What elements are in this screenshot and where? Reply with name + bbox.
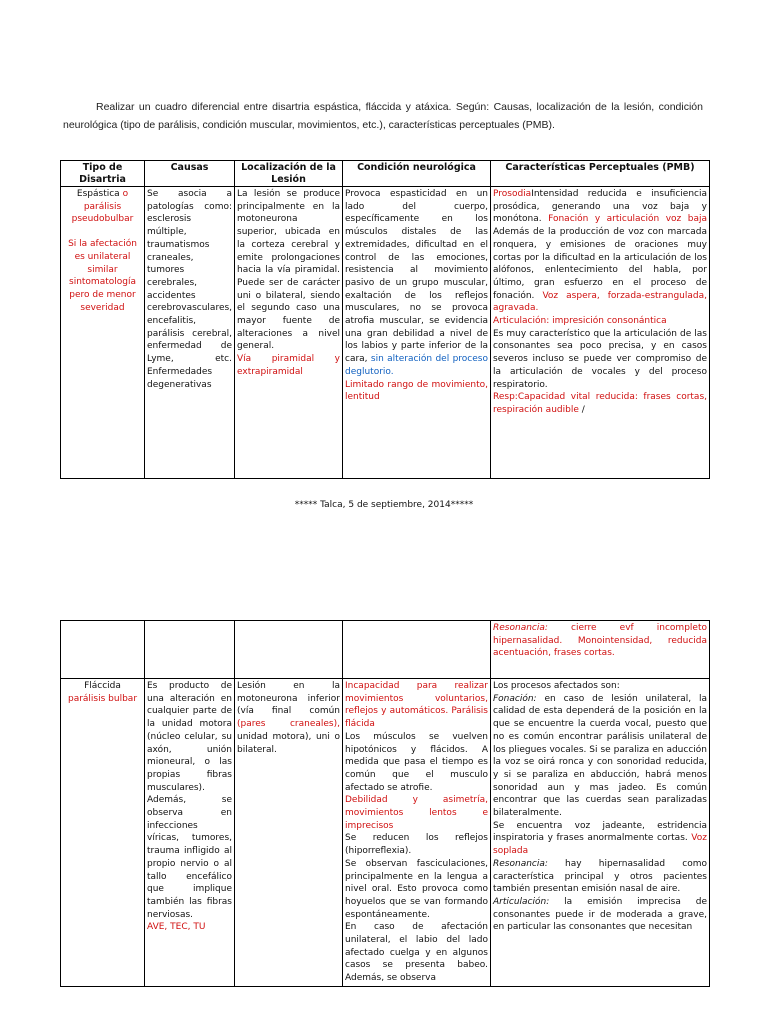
condicion-highlight-1: Incapacidad para realizar movimientos voluntarios, reflejos y automáticos. Parálisis flácida <box>345 681 488 730</box>
type-alt-name: parálisis pseudobulbar <box>71 201 134 225</box>
localizacion-highlight: (pares craneales), <box>237 719 340 730</box>
condicion-text-b: Se reducen los reflejos (hiporreflexia). <box>345 833 488 857</box>
differential-table <box>60 160 710 479</box>
cell-tipo-flaccida <box>61 679 145 987</box>
causas-highlight: AVE, TEC, TU <box>147 922 206 933</box>
pmb-fon-label: Fonación: <box>493 693 537 704</box>
cell-empty <box>235 621 343 679</box>
cell-pmb-resonancia <box>491 621 710 679</box>
cell-empty <box>61 621 145 679</box>
page-footer: ***** Talca, 5 de septiembre, 2014***** <box>294 500 474 510</box>
header-caracteristicas: Características Perceptuales (PMB) <box>491 161 710 187</box>
pmb-fonacion: Además de la producción de voz con marcada ronquera, y emisiones de oraciones muy cortas por la dificultad en la articulación de los alófonos, enlentecimiento del habla, por último, gran esfuerzo en el proceso de fonación. <box>493 227 707 301</box>
condicion-highlight: Limitado rango de movimiento, lentitud <box>345 379 488 403</box>
differential-table-continued <box>60 620 710 987</box>
cell-localizacion-espastica <box>235 187 343 479</box>
resonancia-text: cierre evf incompleto hipernasalidad. Monointensidad, reducida acentuación, frases cortas. <box>493 623 707 659</box>
pmb-resp: Resp:Capacidad vital reducida: frases cortas, respiración audible <box>493 392 707 415</box>
localizacion-text: La lesión se produce principalmente en la motoneurona superior, ubicada en la corteza cerebral y emite prolongaciones hacia la vía piramidal. Puede ser de carácter uni o bilateral, siendo el segundo caso una mayor fuente de alteraciones a nivel general. <box>237 189 340 352</box>
pmb-jadeante: Se encuentra voz jadeante, estridencia inspiratoria y frases anormalmente cortas. <box>493 820 707 844</box>
resonancia-label: Resonancia: <box>493 623 548 633</box>
condicion-text-c: Se observan fasciculaciones, principalmente en la lengua a nivel oral. Esto provoca como hoyuelos que se van formando espontáneamente. <box>345 858 488 920</box>
pmb-art: la emisión imprecisa de consonantes puede ir de moderada a grave, en particular las consonantes que necesitan <box>493 896 707 933</box>
pmb-soplada: Voz soplada <box>493 833 707 857</box>
pmb-res-label: Resonancia: <box>493 858 548 869</box>
condicion-text-d: En caso de afectación unilateral, el labio del lado afectado cuelga y en algunos casos se presenta babeo. Además, se observa <box>345 922 488 984</box>
type-name-conj: o <box>119 189 129 199</box>
header-tipo: Tipo de Disartria <box>61 161 145 187</box>
localizacion-text-b: unidad motora), uni o bilateral. <box>237 731 340 755</box>
pmb-artic: impresición consonántica <box>552 316 667 327</box>
pmb-prosodia: Intensidad reducida e insuficiencia prosódica, generando una voz baja y monótona. <box>493 189 707 225</box>
pmb-artic-label: Articulación: <box>493 316 550 327</box>
condicion-text: Provoca espasticidad en un lado del cuerpo, específicamente en los músculos distales de las extremidades, dificultad en el control de las emociones, resistencia al movimiento pasivo de un grupo muscular, exaltación de los reflejos musculares, no se provoca atrofia muscular, se evidencia una gran debilidad a nivel de los labios y parte inferior de la cara, <box>345 189 488 365</box>
cell-empty <box>343 621 491 679</box>
condicion-blue-note: sin alteración del proceso deglutorio. <box>345 354 488 377</box>
localizacion-text: Lesión en la motoneurona inferior (vía final común <box>237 681 340 717</box>
pmb-intro: Los procesos afectados son: <box>493 681 620 691</box>
header-localizacion: Localización de la Lesión <box>235 161 343 187</box>
condicion-highlight-2: Debilidad y asimetría, movimientos lentos e imprecisos <box>345 795 488 831</box>
cell-pmb-flaccida <box>491 679 710 987</box>
localizacion-highlight: Vía piramidal y extrapiramidal <box>237 354 340 377</box>
pmb-fonacion-label: Fonación y articulación voz baja <box>548 214 707 225</box>
cell-causas-espastica: Se asocia a patologías como: esclerosis múltiple, traumatismos craneales, tumores cerebrales, accidentes cerebrovasculares, encefalitis, parálisis cerebral, enfermedad de Lyme, etc. Enfermedades degenerativas <box>145 187 235 479</box>
pmb-res: hay hipernasalidad como característica principal y otros pacientes también presentan emisión nasal de aire. <box>493 858 707 895</box>
condicion-text-a: Los músculos se vuelven hipotónicos y flácidos. A medida que pasa el tiempo es común que el musculo afectado se atrofie. <box>345 731 488 793</box>
cell-tipo-espastica <box>61 187 145 479</box>
cell-condicion-espastica <box>343 187 491 479</box>
instructions-paragraph: Realizar un cuadro diferencial entre disartria espástica, fláccida y atáxica. Según: Causas, localización de la lesión, condición neurológica (tipo de parálisis, condición muscular, movimientos, etc.), características perceptuales (PMB). <box>63 101 703 131</box>
pmb-fon: en caso de lesión unilateral, la calidad de esta dependerá de la posición en la que se encuentre la cuerda vocal, puesto que no es común encontrar parálisis unilateral de los pliegues vocales. Si se paraliza en aducción la voz se oirá ronca y con sonoridad reducida, y si se paraliza en abducción, habrá menos sonoridad aun y mas jadeo. Es común encontrar que las cuerdas sean paralizadas bilateralmente. <box>493 693 707 819</box>
type-note: Si la afectación es unilateral similar sintomatología pero de menor severidad <box>68 239 137 313</box>
table-row-espastica <box>61 187 710 479</box>
type-alt-name: parálisis bulbar <box>67 693 138 704</box>
type-name: Espástica <box>76 189 120 199</box>
pmb-prosodia-label: Prosodia <box>493 189 532 199</box>
cell-pmb-espastica <box>491 187 710 479</box>
cell-empty <box>145 621 235 679</box>
pmb-art-label: Articulación: <box>493 896 550 907</box>
cell-causas-flaccida <box>145 679 235 987</box>
table-header-row <box>61 161 710 187</box>
pmb-voz: Voz aspera, forzada-estrangulada, agravada. <box>493 290 707 314</box>
pmb-resp-tail: / <box>578 404 585 415</box>
header-condicion: Condición neurológica <box>343 161 491 187</box>
table-row-continuation <box>61 621 710 679</box>
pmb-conson: Es muy característico que la articulación de las consonantes sea poco precisa, y en casos severos incluso se puede ver compromiso de la articulación de vocales y del proceso respiratorio. <box>493 328 707 390</box>
type-name: Fláccida <box>84 681 121 691</box>
cell-condicion-flaccida <box>343 679 491 987</box>
header-causas: Causas <box>145 161 235 187</box>
table-row-flaccida <box>61 679 710 987</box>
causas-text: Es producto de una alteración en cualquier parte de la unidad motora (núcleo celular, su axón, unión mioneural, o las propias fibras musculares). Además, se observa en infecciones víricas, tumores, trauma infligido al propio nervio o al tallo encefálico que implique también las fibras nerviosas. <box>147 681 232 920</box>
cell-localizacion-flaccida <box>235 679 343 987</box>
